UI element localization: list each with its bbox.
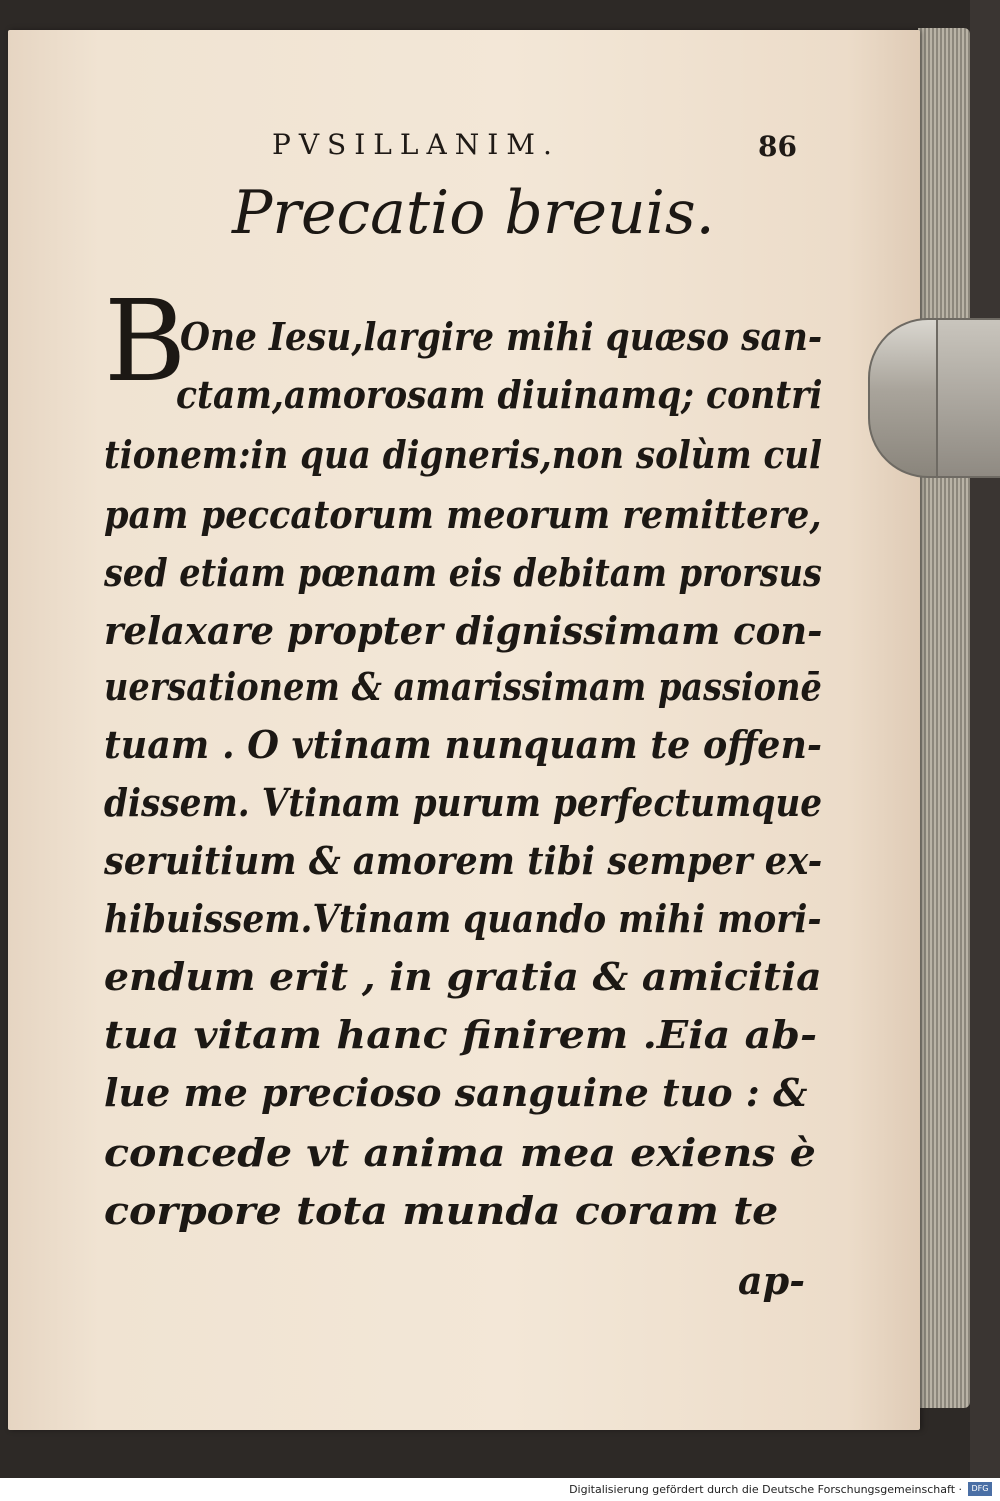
- metal-clasp: [868, 318, 1000, 478]
- text-line: endum erit , in gratia & amicitia: [104, 954, 822, 999]
- running-head: PVSILLANIM.: [272, 128, 560, 161]
- text-line: dissem. Vtinam purum perfectumque: [104, 780, 823, 825]
- section-heading: Precatio breuis.: [232, 178, 715, 248]
- text-line: pam peccatorum meorum remittere,: [104, 492, 822, 537]
- text-line: tuam . O vtinam nunquam te offen-: [104, 722, 822, 767]
- funding-credit: Digitalisierung gefördert durch die Deutsche Forschungsgemeinschaft ·: [569, 1483, 962, 1496]
- page-number: 86: [758, 130, 797, 163]
- text-line: seruitium & amorem tibi semper ex-: [104, 838, 823, 883]
- dfg-logo: DFG: [968, 1482, 992, 1496]
- catchword: ap-: [738, 1258, 805, 1303]
- text-line: One Iesu,largire mihi quæso san-: [180, 314, 823, 359]
- text-line: tua vitam hanc finirem .Eia ab-: [104, 1012, 818, 1057]
- page-edges: [918, 28, 970, 1408]
- text-line: corpore tota munda coram te: [104, 1188, 779, 1233]
- text-line: uersationem & amarissimam passionē: [104, 664, 822, 709]
- text-line: sed etiam pœnam eis debitam prorsus: [104, 550, 822, 595]
- drop-initial: B: [104, 277, 187, 407]
- text-line: concede vt anima mea exiens è: [104, 1130, 816, 1175]
- text-line: lue me precioso sanguine tuo : &: [104, 1070, 808, 1115]
- text-line: relaxare propter dignissimam con-: [104, 608, 823, 653]
- text-line: tionem:in qua digneris,non solùm cul: [104, 432, 823, 477]
- text-line: ctam,amorosam diuinamq; contri: [176, 372, 823, 417]
- text-line: hibuissem.Vtinam quando mihi mori-: [104, 896, 822, 941]
- clasp-plate: [936, 320, 1000, 476]
- book-binding-edge: [970, 0, 1000, 1478]
